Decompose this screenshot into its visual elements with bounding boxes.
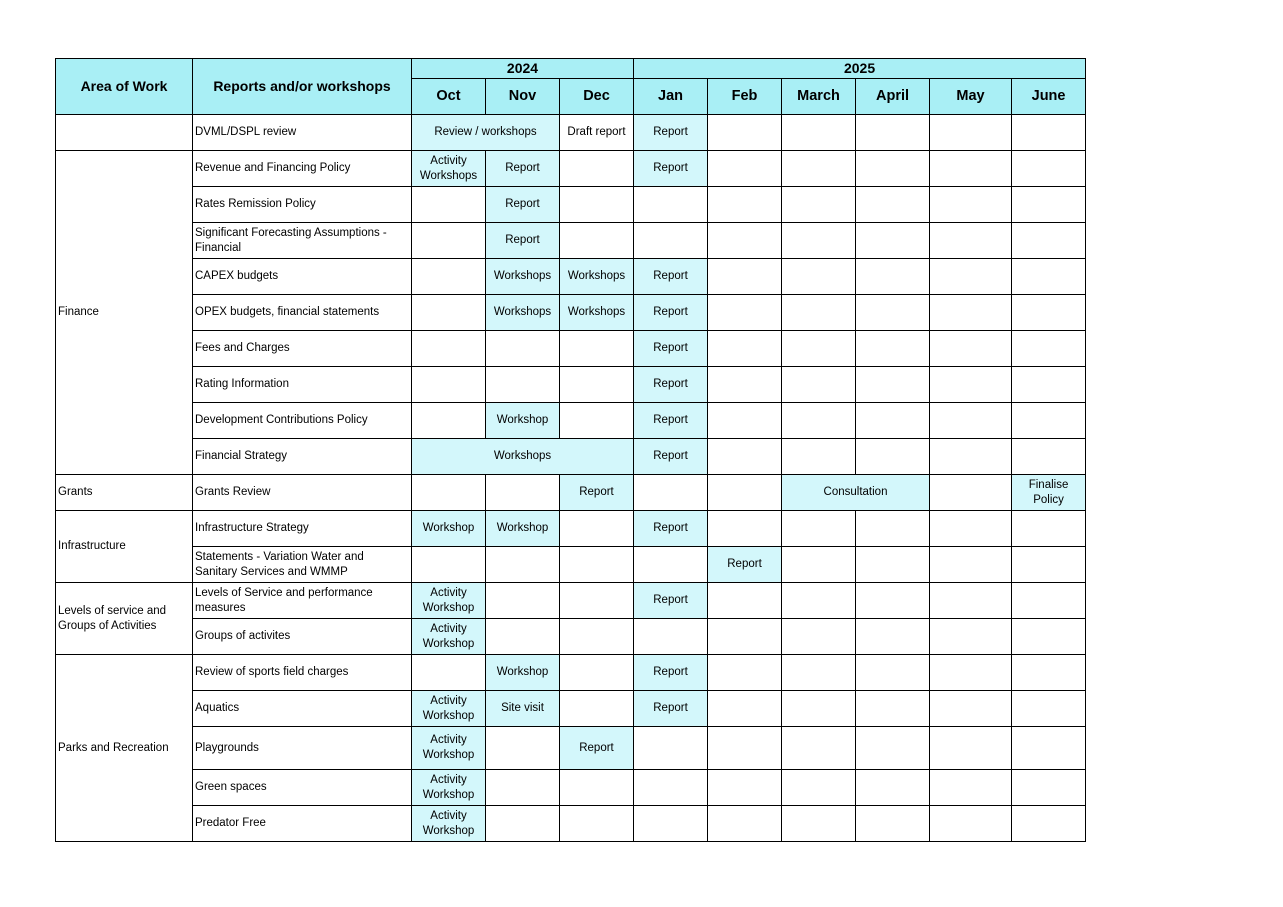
schedule-cell [708,691,782,727]
schedule-cell [486,583,560,619]
schedule-cell [930,151,1012,187]
schedule-cell [560,151,634,187]
schedule-cell [1012,151,1086,187]
schedule-cell [856,691,930,727]
table-row [56,806,1086,842]
schedule-cell [412,475,486,511]
schedule-cell: Activity Workshop [412,691,486,727]
schedule-cell [930,403,1012,439]
header-month-oct: Oct [412,79,486,115]
schedule-cell [856,295,930,331]
schedule-cell [560,511,634,547]
schedule-cell [708,223,782,259]
schedule-cell [708,259,782,295]
schedule-cell [930,367,1012,403]
schedule-cell: Report [708,547,782,583]
schedule-cell: Report [634,259,708,295]
schedule-cell: Draft report [560,115,634,151]
schedule-cell [1012,770,1086,806]
report-name: OPEX budgets, financial statements [193,295,412,331]
schedule-cell [782,583,856,619]
table-row [56,770,1086,806]
schedule-cell [1012,295,1086,331]
schedule-cell [560,691,634,727]
schedule-cell [856,806,930,842]
schedule-cell [560,331,634,367]
schedule-cell [856,770,930,806]
schedule-cell: Report [634,151,708,187]
schedule-cell [930,806,1012,842]
schedule-cell [782,403,856,439]
schedule-cell [486,547,560,583]
report-name: Predator Free [193,806,412,842]
schedule-cell [708,655,782,691]
schedule-cell: Report [560,475,634,511]
schedule-cell [1012,223,1086,259]
schedule-cell [1012,403,1086,439]
schedule-cell [930,691,1012,727]
schedule-cell [412,367,486,403]
schedule-cell: Report [634,655,708,691]
schedule-cell [930,295,1012,331]
schedule-cell [486,367,560,403]
schedule-cell: Report [634,439,708,475]
report-name: Aquatics [193,691,412,727]
schedule-cell: Site visit [486,691,560,727]
schedule-cell [560,367,634,403]
schedule-cell [708,727,782,770]
report-name: Rating Information [193,367,412,403]
schedule-cell: Workshop [412,511,486,547]
report-name: Levels of Service and performance measures [193,583,412,619]
schedule-cell: Report [486,151,560,187]
schedule-cell: Workshops [560,259,634,295]
table-row [56,547,1086,583]
schedule-cell [930,187,1012,223]
table-row [56,439,1086,475]
schedule-cell [856,655,930,691]
schedule-cell [856,115,930,151]
work-programme-table [55,58,1086,842]
schedule-cell [412,655,486,691]
schedule-cell [708,439,782,475]
report-name: Statements - Variation Water and Sanitary Services and WMMP [193,547,412,583]
schedule-cell: Finalise Policy [1012,475,1086,511]
schedule-cell [856,511,930,547]
report-name: Green spaces [193,770,412,806]
table-row [56,403,1086,439]
schedule-cell: Workshop [486,511,560,547]
schedule-cell [560,770,634,806]
area-finance: Finance [56,151,193,475]
table-row [56,619,1086,655]
header-year-2025: 2025 [634,59,1086,79]
schedule-cell: Review / workshops [412,115,560,151]
schedule-cell [930,439,1012,475]
schedule-cell: Workshops [412,439,634,475]
schedule-cell [708,187,782,223]
schedule-cell: Report [634,403,708,439]
schedule-cell: Workshop [486,403,560,439]
schedule-cell [412,259,486,295]
area-infrastructure: Infrastructure [56,511,193,583]
schedule-cell [1012,331,1086,367]
header-reports: Reports and/or workshops [193,59,412,115]
table-row [56,511,1086,547]
area-cell-empty [56,115,193,151]
table-row [56,727,1086,770]
schedule-cell [634,727,708,770]
table-row [56,187,1086,223]
schedule-cell: Report [560,727,634,770]
schedule-cell [930,511,1012,547]
schedule-cell [560,806,634,842]
schedule-cell [930,583,1012,619]
schedule-cell [782,727,856,770]
schedule-cell [930,259,1012,295]
schedule-cell [856,439,930,475]
report-name: Financial Strategy [193,439,412,475]
schedule-cell [1012,115,1086,151]
schedule-cell [782,115,856,151]
schedule-cell [708,403,782,439]
schedule-cell [1012,439,1086,475]
schedule-cell [560,619,634,655]
schedule-cell [930,475,1012,511]
schedule-cell [708,115,782,151]
header-month-nov: Nov [486,79,560,115]
schedule-cell [1012,691,1086,727]
table-row [56,115,1086,151]
table-row [56,151,1086,187]
report-name: Infrastructure Strategy [193,511,412,547]
report-name: Significant Forecasting Assumptions - Financial [193,223,412,259]
schedule-cell [856,547,930,583]
schedule-cell [634,806,708,842]
area-parks-and-recreation: Parks and Recreation [56,655,193,842]
schedule-cell [412,403,486,439]
schedule-cell [560,547,634,583]
header-year-2024: 2024 [412,59,634,79]
schedule-cell [856,223,930,259]
schedule-cell [782,187,856,223]
schedule-cell [634,223,708,259]
schedule-cell [856,403,930,439]
schedule-cell: Report [486,187,560,223]
report-name: DVML/DSPL review [193,115,412,151]
schedule-cell [634,770,708,806]
schedule-cell: Report [486,223,560,259]
schedule-cell [708,151,782,187]
schedule-cell [782,655,856,691]
schedule-cell [486,727,560,770]
area-grants: Grants [56,475,193,511]
header-month-jan: Jan [634,79,708,115]
schedule-cell [708,619,782,655]
header-month-march: March [782,79,856,115]
schedule-cell: Report [634,295,708,331]
schedule-cell: Activity Workshops [412,151,486,187]
schedule-cell [856,583,930,619]
header-month-dec: Dec [560,79,634,115]
schedule-cell [634,187,708,223]
schedule-cell [782,151,856,187]
header-area-of-work: Area of Work [56,59,193,115]
schedule-cell: Activity Workshop [412,619,486,655]
schedule-cell [782,223,856,259]
schedule-cell [1012,583,1086,619]
schedule-cell [486,331,560,367]
schedule-cell [1012,655,1086,691]
header-month-april: April [856,79,930,115]
schedule-cell [782,691,856,727]
schedule-cell [782,439,856,475]
schedule-cell [930,547,1012,583]
schedule-cell [782,547,856,583]
schedule-cell [708,511,782,547]
schedule-cell [412,331,486,367]
schedule-cell [930,727,1012,770]
schedule-cell [486,475,560,511]
schedule-cell [930,655,1012,691]
schedule-cell [930,331,1012,367]
report-name: Development Contributions Policy [193,403,412,439]
schedule-cell: Activity Workshop [412,770,486,806]
schedule-cell [782,619,856,655]
schedule-cell [930,223,1012,259]
schedule-cell [708,295,782,331]
schedule-cell [708,367,782,403]
header-month-may: May [930,79,1012,115]
schedule-cell [412,223,486,259]
schedule-cell [634,619,708,655]
schedule-cell [856,187,930,223]
schedule-cell [782,331,856,367]
table-row [56,367,1086,403]
schedule-cell [486,619,560,655]
schedule-cell [486,806,560,842]
report-name: Rates Remission Policy [193,187,412,223]
schedule-cell [930,115,1012,151]
schedule-cell [782,367,856,403]
schedule-cell [412,187,486,223]
schedule-cell: Workshops [486,259,560,295]
schedule-cell: Consultation [782,475,930,511]
schedule-cell [1012,259,1086,295]
report-name: Fees and Charges [193,331,412,367]
schedule-cell [560,187,634,223]
schedule-cell: Workshops [560,295,634,331]
schedule-cell [1012,367,1086,403]
schedule-cell [856,727,930,770]
schedule-cell [486,770,560,806]
schedule-cell [782,295,856,331]
schedule-cell [634,547,708,583]
schedule-cell [782,806,856,842]
area-levels-of-service: Levels of service and Groups of Activities [56,583,193,655]
schedule-cell [782,259,856,295]
schedule-cell [856,151,930,187]
schedule-cell: Activity Workshop [412,806,486,842]
schedule-cell [708,475,782,511]
schedule-cell [856,331,930,367]
table-row [56,691,1086,727]
schedule-cell: Activity Workshop [412,727,486,770]
report-name: CAPEX budgets [193,259,412,295]
schedule-cell: Workshops [486,295,560,331]
schedule-cell: Report [634,367,708,403]
schedule-cell [1012,187,1086,223]
schedule-cell: Report [634,583,708,619]
schedule-cell [930,619,1012,655]
schedule-cell: Report [634,691,708,727]
schedule-cell [560,655,634,691]
schedule-cell [708,770,782,806]
schedule-cell [930,770,1012,806]
table-row [56,583,1086,619]
schedule-cell: Report [634,115,708,151]
schedule-cell: Report [634,331,708,367]
header-month-feb: Feb [708,79,782,115]
header-month-june: June [1012,79,1086,115]
schedule-cell [708,331,782,367]
table-row [56,655,1086,691]
schedule-cell [856,367,930,403]
schedule-cell [560,223,634,259]
schedule-cell: Activity Workshop [412,583,486,619]
report-name: Playgrounds [193,727,412,770]
schedule-cell [560,403,634,439]
schedule-cell [856,619,930,655]
schedule-cell [1012,619,1086,655]
schedule-cell [1012,727,1086,770]
report-name: Groups of activites [193,619,412,655]
table-row [56,259,1086,295]
schedule-cell [782,511,856,547]
schedule-cell [1012,547,1086,583]
schedule-cell [708,583,782,619]
schedule-cell [1012,511,1086,547]
schedule-cell [708,806,782,842]
schedule-cell: Workshop [486,655,560,691]
schedule-cell [782,770,856,806]
schedule-cell [560,583,634,619]
table-row [56,223,1086,259]
schedule-cell [634,475,708,511]
schedule-cell [856,259,930,295]
report-name: Grants Review [193,475,412,511]
report-name: Revenue and Financing Policy [193,151,412,187]
schedule-cell [412,295,486,331]
schedule-cell: Report [634,511,708,547]
table-row [56,295,1086,331]
schedule-cell [412,547,486,583]
table-row [56,475,1086,511]
table-row [56,331,1086,367]
schedule-cell [1012,806,1086,842]
report-name: Review of sports field charges [193,655,412,691]
